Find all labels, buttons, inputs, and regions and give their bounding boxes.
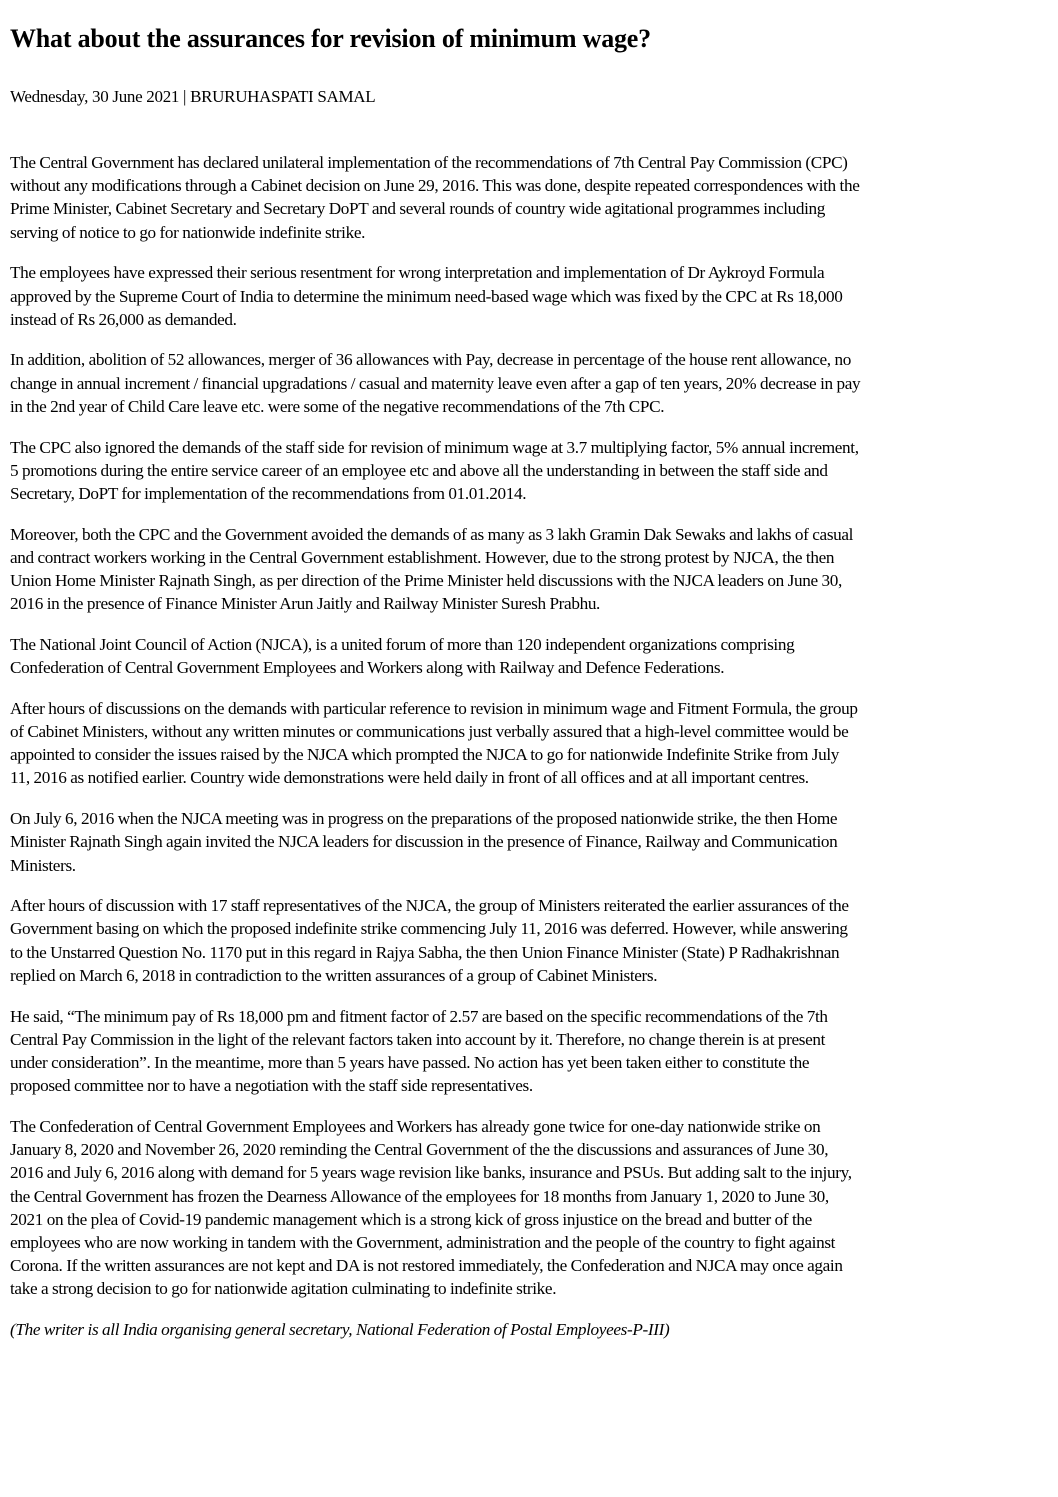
text-line: In addition, abolition of 52 allowances, merger of 36 allowances with Pay, decrease in percentage of the house rent allowance, no — [10, 350, 851, 370]
paragraph-2 — [10, 261, 1055, 331]
paragraph-10 — [10, 1005, 1055, 1098]
paragraph-3 — [10, 348, 1055, 418]
text-line: He said, “The minimum pay of Rs 18,000 pm and fitment factor of 2.57 are based on the specific recommendations of the 7th — [10, 1006, 828, 1026]
text-line: The National Joint Council of Action (NJCA), is a united forum of more than 120 independent organizations comprising — [10, 634, 795, 654]
text-line: The Central Government has declared unilateral implementation of the recommendations of 7th Central Pay Commission (CPC) — [10, 153, 848, 172]
text-line: Central Pay Commission in the light of the relevant factors taken into account by it. Therefore, no change therein is at present — [10, 1029, 826, 1049]
paragraph-4 — [10, 436, 1055, 506]
paragraph-5 — [10, 523, 1055, 616]
paragraph-8 — [10, 807, 1055, 877]
text-line: After hours of discussion with 17 staff representatives of the NJCA, the group of Ministers reiterated the earlier assurances of the — [10, 896, 849, 916]
text-line: approved by the Supreme Court of India to determine the minimum need-based wage which was fixed by the CPC at Rs 18,000 — [10, 286, 843, 306]
paragraph-9 — [10, 894, 1055, 987]
text-line: 2021 on the plea of Covid-19 pandemic management which is a strong kick of gross injustice on the bread and butter of the — [10, 1209, 812, 1229]
text-line: The CPC also ignored the demands of the staff side for revision of minimum wage at 3.7 multiplying factor, 5% annual increment, — [10, 437, 859, 457]
paragraph-6 — [10, 633, 1055, 679]
text-line: Ministers. — [10, 855, 76, 875]
text-line: After hours of discussions on the demands with particular reference to revision in minimum wage and Fitment Formula, the group — [10, 698, 858, 718]
text-line: and contract workers working in the Central Government establishment. However, due to the strong protest by NJCA, the then — [10, 547, 835, 567]
text-line: (The writer is all India organising general secretary, National Federation of Postal Employees-P-III) — [10, 1320, 670, 1340]
paragraph-7 — [10, 697, 1055, 790]
text-line: Moreover, both the CPC and the Government avoided the demands of as many as 3 lakh Gramin Dak Sewaks and lakhs of casual — [10, 524, 854, 544]
text-line: 11, 2016 as notified earlier. Country wide demonstrations were held daily in front of all offices and at all important centres. — [10, 768, 809, 788]
text-line: January 8, 2020 and November 26, 2020 reminding the Central Government of the the discussions and assurances of June 30, — [10, 1140, 829, 1160]
text-line: to the Unstarred Question No. 1170 put in this regard in Rajya Sabha, the then Union Finance Minister (State) P Radhakrishnan — [10, 942, 840, 962]
text-line: The employees have expressed their serious resentment for wrong interpretation and implementation of Dr Aykroyd Formula — [10, 263, 825, 283]
text-line: Prime Minister, Cabinet Secretary and Secretary DoPT and several rounds of country wide agitational programmes including — [10, 199, 826, 219]
text-line: appointed to consider the issues raised by the NJCA which prompted the NJCA to go for nationwide Indefinite Strike from July — [10, 745, 840, 765]
paragraph-1 — [10, 151, 1055, 244]
text-line: Government basing on which the proposed indefinite strike commencing July 11, 2016 was deferred. However, while answering — [10, 919, 848, 939]
text-line: employees who are now working in tandem with the Government, administration and the people of the country to fight against — [10, 1232, 836, 1252]
text-line: 2016 and July 6, 2016 along with demand for 5 years wage revision like banks, insurance and PSUs. But adding salt to the injury, — [10, 1163, 852, 1183]
article-title: What about the assurances for revision of minimum wage? — [10, 24, 651, 53]
text-line: proposed committee nor to have a negotiation with the staff side representatives. — [10, 1076, 533, 1096]
text-line: Confederation of Central Government Employees and Workers along with Railway and Defence Federations. — [10, 658, 725, 678]
text-line: Corona. If the written assurances are not kept and DA is not restored immediately, the Confederation and NJCA may once again — [10, 1256, 843, 1276]
text-line: Secretary, DoPT for implementation of the recommendations from 01.01.2014. — [10, 483, 527, 503]
text-line: 5 promotions during the entire service career of an employee etc and above all the understanding in between the staff side and — [10, 460, 828, 480]
article-byline: Wednesday, 30 June 2021 | BRURUHASPATI SAMAL — [10, 87, 376, 106]
text-line: under consideration”. In the meantime, more than 5 years have passed. No action has yet been taken either to constitute the — [10, 1053, 810, 1072]
text-line: Union Home Minister Rajnath Singh, as per direction of the Prime Minister held discussions with the NJCA leaders on June 30, — [10, 571, 842, 591]
text-line: The Confederation of Central Government Employees and Workers has already gone twice for one-day nationwide strike on — [10, 1116, 821, 1136]
text-line: without any modifications through a Cabinet decision on June 29, 2016. This was done, despite repeated correspondences with the — [10, 176, 860, 196]
text-line: 2016 in the presence of Finance Minister Arun Jaitly and Railway Minister Suresh Prabhu. — [10, 594, 601, 614]
text-line: the Central Government has frozen the Dearness Allowance of the employees for 18 months from January 1, 2020 to June 30, — [10, 1186, 829, 1206]
article-body — [10, 151, 1055, 1359]
text-line: serving of notice to go for nationwide indefinite strike. — [10, 222, 366, 242]
text-line: of Cabinet Ministers, without any written minutes or communications just verbally assured that a high-level committee would be — [10, 722, 849, 742]
text-line: in the 2nd year of Child Care leave etc. were some of the negative recommendations of the 7th CPC. — [10, 396, 665, 416]
text-line: On July 6, 2016 when the NJCA meeting was in progress on the preparations of the proposed nationwide strike, the then Home — [10, 809, 838, 829]
text-line: Minister Rajnath Singh again invited the NJCA leaders for discussion in the presence of Finance, Railway and Communication — [10, 832, 838, 852]
text-line: instead of Rs 26,000 as demanded. — [10, 309, 237, 329]
text-line: replied on March 6, 2018 in contradiction to the written assurances of a group of Cabinet Ministers. — [10, 965, 658, 985]
paragraph-11 — [10, 1115, 1055, 1301]
author-footnote — [10, 1318, 1055, 1341]
text-line: take a strong decision to go for nationwide agitation culminating to indefinite strike. — [10, 1279, 557, 1299]
text-line: change in annual increment / financial upgradations / casual and maternity leave even after a gap of ten years, 20% decrease in pay — [10, 373, 861, 393]
